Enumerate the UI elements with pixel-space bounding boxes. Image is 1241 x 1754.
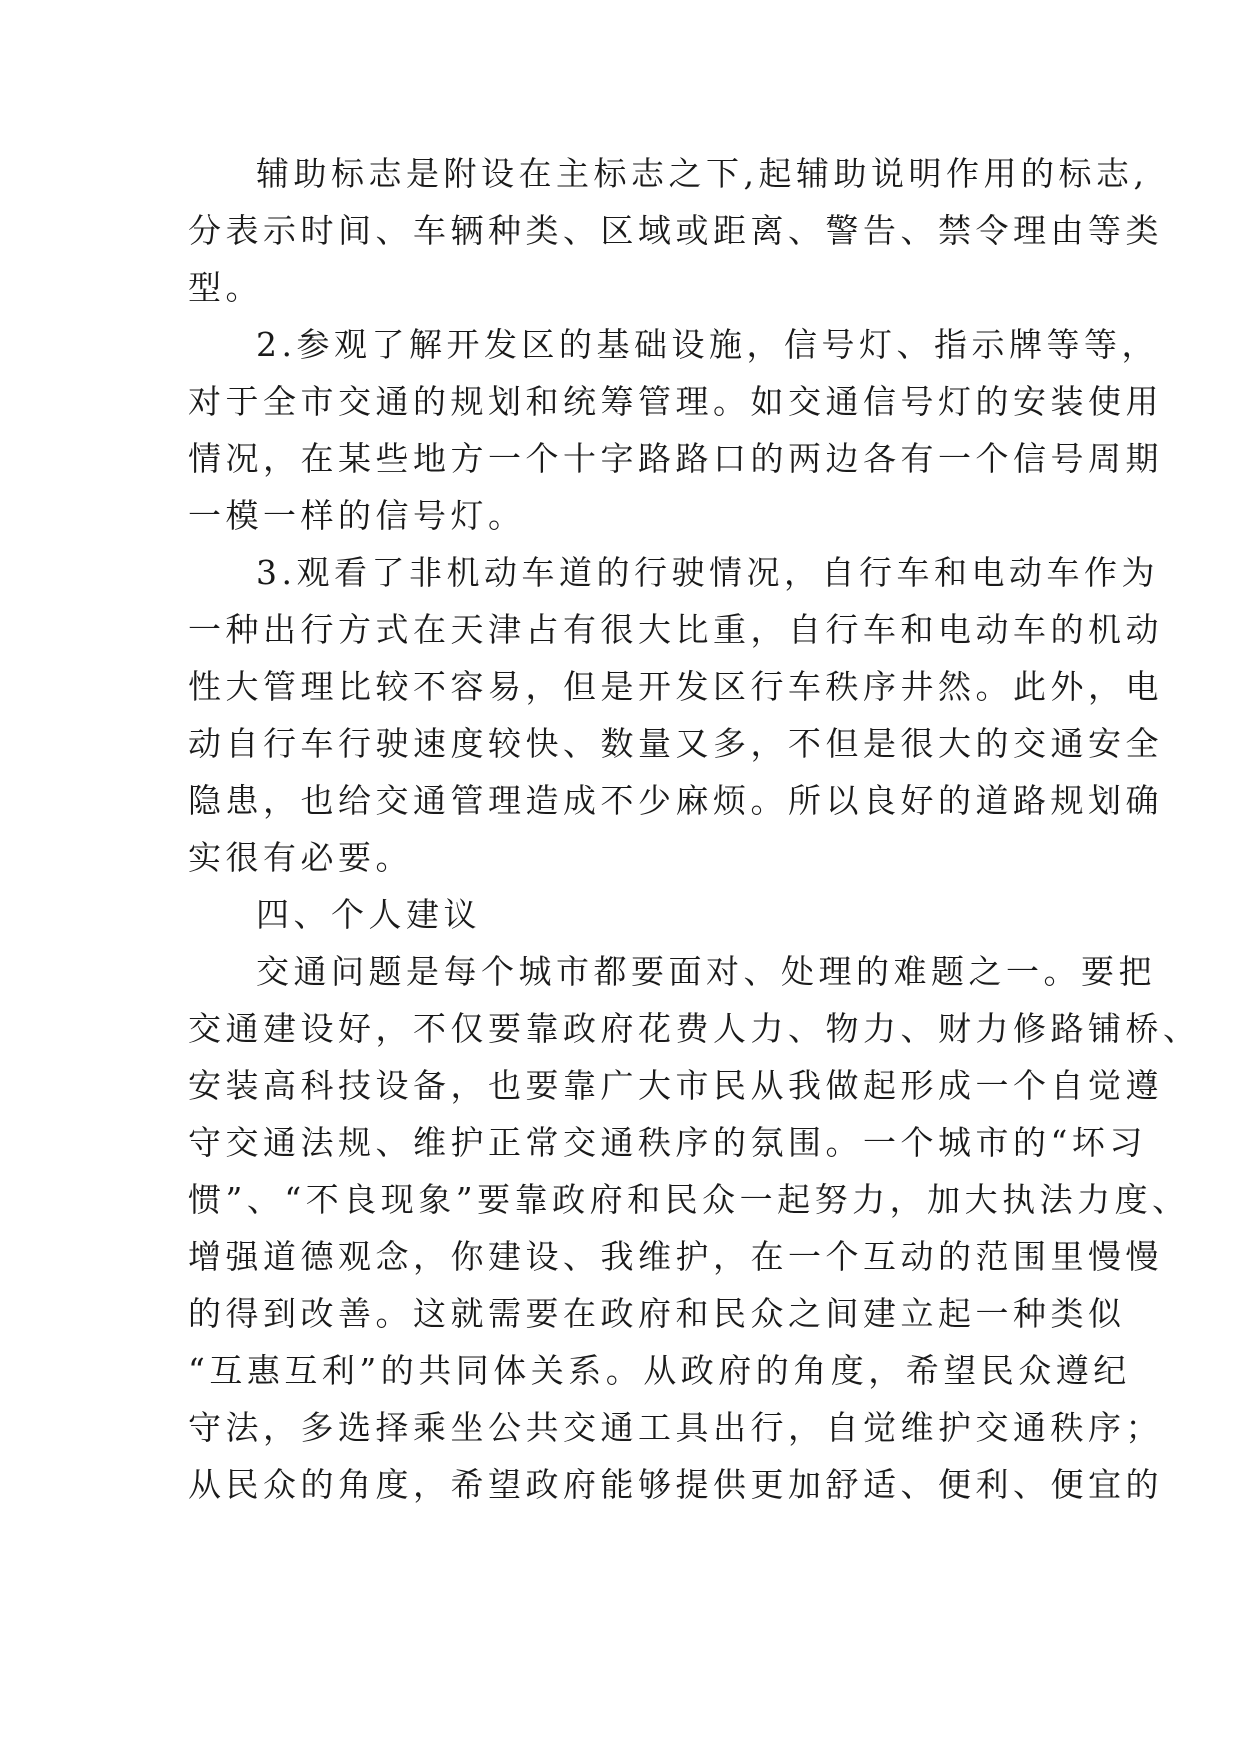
- text-line: 守交通法规、维护正常交通秩序的氛围。一个城市的“坏习: [188, 1123, 1147, 1162]
- text-line: 交通问题是每个城市都要面对、处理的难题之一。要把: [256, 952, 1156, 991]
- text-line: 实很有必要。: [188, 838, 413, 877]
- text-line: 交通建设好，不仅要靠政府花费人力、物力、财力修路铺桥、: [188, 1009, 1201, 1048]
- text-line: 辅助标志是附设在主标志之下,起辅助说明作用的标志,: [256, 154, 1149, 193]
- text-line: 安装高科技设备，也要靠广大市民从我做起形成一个自觉遵: [188, 1066, 1163, 1105]
- text-line: 从民众的角度，希望政府能够提供更加舒适、便利、便宜的: [188, 1465, 1163, 1504]
- text-line: 型。: [188, 268, 263, 307]
- text-line: 3.观看了非机动车道的行驶情况，自行车和电动车作为: [256, 553, 1159, 592]
- text-line: 分表示时间、车辆种类、区域或距离、警告、禁令理由等类: [188, 211, 1163, 250]
- text-line: 增强道德观念，你建设、我维护，在一个互动的范围里慢慢: [188, 1237, 1163, 1276]
- text-line: 隐患，也给交通管理造成不少麻烦。所以良好的道路规划确: [188, 781, 1163, 820]
- text-line: 2.参观了解开发区的基础设施，信号灯、指示牌等等，: [256, 325, 1159, 364]
- text-line: 惯”、“不良现象”要靠政府和民众一起努力，加大执法力度、: [188, 1180, 1190, 1219]
- text-line: “互惠互利”的共同体关系。从政府的角度，希望民众遵纪: [188, 1351, 1131, 1390]
- text-line: 对于全市交通的规划和统筹管理。如交通信号灯的安装使用: [188, 382, 1163, 421]
- text-line: 情况，在某些地方一个十字路路口的两边各有一个信号周期: [188, 439, 1163, 478]
- text-line: 的得到改善。这就需要在政府和民众之间建立起一种类似: [188, 1294, 1126, 1333]
- text-line: 性大管理比较不容易，但是开发区行车秩序井然。此外，电: [188, 667, 1163, 706]
- text-line: 一种出行方式在天津占有很大比重，自行车和电动车的机动: [188, 610, 1163, 649]
- text-line: 守法，多选择乘坐公共交通工具出行，自觉维护交通秩序；: [188, 1408, 1163, 1447]
- text-line: 动自行车行驶速度较快、数量又多，不但是很大的交通安全: [188, 724, 1163, 763]
- text-line: 一模一样的信号灯。: [188, 496, 526, 535]
- section-heading: 四、个人建议: [256, 895, 481, 934]
